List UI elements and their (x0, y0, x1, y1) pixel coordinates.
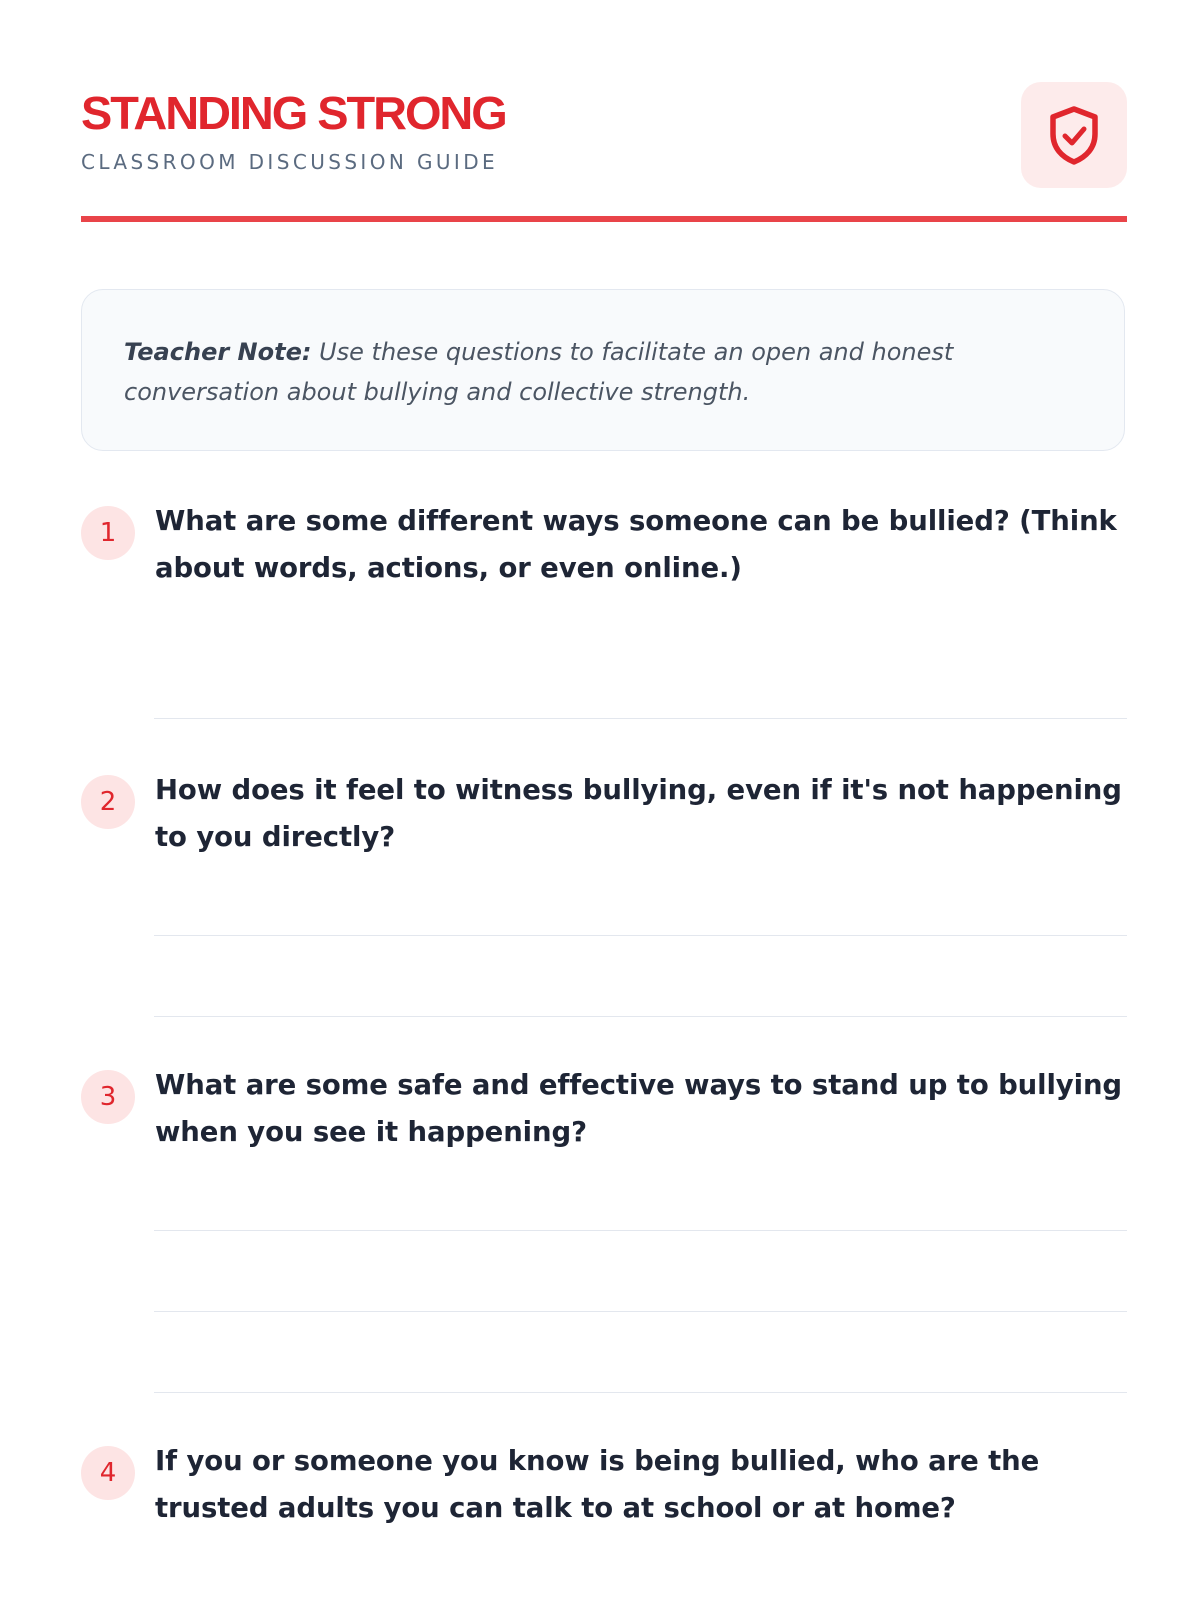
worksheet-page (81, 0, 1127, 1600)
page-subtitle: CLASSROOM DISCUSSION GUIDE (81, 150, 499, 174)
answer-line[interactable] (154, 1230, 1127, 1231)
teacher-note-label: Teacher Note: (124, 338, 312, 366)
question-text: If you or someone you know is being bullied, who are the trusted adults you can talk to at school or at home? (155, 1445, 1040, 1524)
teacher-note (81, 289, 1125, 451)
answer-line[interactable] (154, 718, 1127, 719)
shield-check-icon (1047, 105, 1101, 165)
teacher-note-text: Use these questions to facilitate an open and honest conversation about bullying and collective strength. (124, 338, 954, 406)
page-title: STANDING STRONG (81, 87, 506, 139)
answer-line[interactable] (154, 1392, 1127, 1393)
question-number-badge: 3 (81, 1070, 135, 1124)
answer-line[interactable] (154, 1016, 1127, 1017)
logo-badge (1021, 82, 1127, 188)
question-text: What are some different ways someone can be bullied? (Think about words, actions, or even online.) (155, 505, 1117, 584)
answer-line[interactable] (154, 935, 1127, 936)
question-number-badge: 1 (81, 506, 135, 560)
question-number-badge: 4 (81, 1446, 135, 1500)
answer-line[interactable] (154, 1311, 1127, 1312)
question-number-badge: 2 (81, 775, 135, 829)
header-divider (81, 216, 1127, 222)
header (81, 80, 1127, 220)
question-text: What are some safe and effective ways to stand up to bullying when you see it happening? (155, 1069, 1123, 1148)
question-text: How does it feel to witness bullying, even if it's not happening to you directly? (155, 774, 1122, 853)
